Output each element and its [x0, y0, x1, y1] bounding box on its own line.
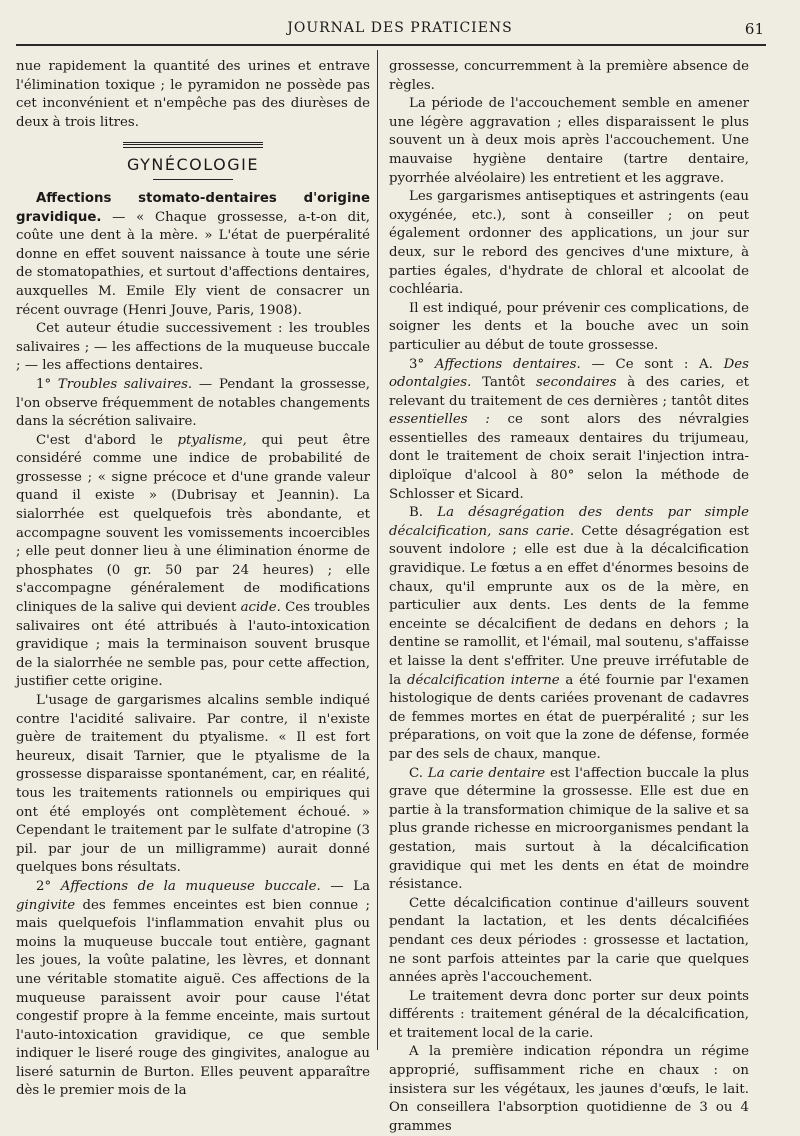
text-run: Cette désagrégation est souvent indolore ; elle est due à la décalcification gravidique. Le fœtus a en effet d'énormes besoins de chaux, qu'il emprunte aux os de la mère, en particulier aux dents. Les dents de la femme enceinte se décalcifient de dedans en dehors ; la dentine se ramollit, et l'émail, mal soutenu, s'affaisse et laisse la dent s'effriter. Une preuve irréfutable de la [389, 523, 749, 688]
text-run: B. [409, 505, 438, 521]
article-title: Affections stomato-dentaires d'origine gravidique. [16, 190, 370, 225]
paragraph [16, 878, 370, 1101]
article-paragraph [16, 190, 370, 320]
paragraph: nue rapidement la quantité des urines et entrave l'élimination toxique ; le pyramidon ne possède pas cet inconvénient et n'empêche pas des diurèses de deux à trois litres. [16, 59, 370, 130]
paragraph: A la première indication répondra un régime approprié, suffisamment riche en chaux : on insistera sur les végétaux, les jaunes d'œufs, le lait. On conseillera l'absorption quotidienne de 3 ou 4 grammes [389, 1044, 749, 1134]
text-run: 2° [36, 878, 61, 894]
italic-term: La carie dentaire [427, 765, 546, 781]
paragraph: Cette décalcification continue d'ailleurs souvent pendant la lactation, et les dents décalcifiées pendant ces deux périodes : grossesse et lactation, ne sont parfois atteintes par la carie que quelques années après l'accouchement. [389, 895, 749, 986]
italic-term: secondaires [535, 375, 617, 391]
paragraph: L'usage de gargarismes alcalins semble indiqué contre l'acidité salivaire. Par contre, il n'existe guère de traitement du ptyalisme. « Il est fort heureux, disait Tarnier, que le ptyalisme de la grossesse disparaisse spontanément, car, en réalité, tous les traitements rationnels ou empiriques qui ont été employés ont complètement échoué. » Cependant le traitement par le sulfate d'atropine (3 pil. par jour de un milligramme) aurait donné quelques bons résultats. [16, 693, 370, 876]
paragraph [389, 504, 749, 764]
title-rule [153, 179, 233, 180]
section-title: GYNÉCOLOGIE [127, 155, 259, 175]
text-run: qui peut être considéré comme une indice de probabilité de grossesse ; « signe précoce et d'une grande valeur quand il existe » (Dubrisay et Jeannin). La sialorrhée est quelquefois très abondante, et accompagne souvent les vomissements incoercibles ; elle peut donner lieu à une élimination énorme de phosphates (0 gr. 50 par 24 heures) ; elle s'accompagne généralement de modifications cliniques de la salive qui devient [16, 432, 370, 616]
text-run: Ces troubles salivaires ont été attribués à l'auto-intoxication gravidique ; mais la terminaison souvent brusque de la sialorrhée ne semble pas, pour cette affection, justifier cette origine. [16, 600, 370, 690]
paragraph [389, 765, 749, 895]
text-run: ce sont alors des névralgies essentielles des rameaux dentaires du trijumeau, dont le traitement de choix serait l'injection intra-diploïque d'alcool à 80° selon la méthode de Schlosser et Sicard. [389, 412, 749, 502]
section-divider [123, 142, 263, 148]
page-number: 61 [744, 20, 764, 38]
text-run: des femmes enceintes est bien connue ; mais quelquefois l'inflammation envahit plus ou moins la muqueuse buccale tout entière, gagnant les joues, la voûte palatine, les lèvres, et donnant une véritable stomatite aiguë. Ces affections de la muqueuse paraissent avoir pour cause l'état congestif propre à la femme enceinte, mais surtout l'auto-intoxication gravidique, ce que semble indiquer le liseré rouge des gingivites, analogue au liseré saturnin de Burton. Elles peuvent apparaître dès le premier mois de la [16, 897, 370, 1099]
italic-term: décalcification interne [406, 672, 560, 688]
paragraph: grossesse, concurremment à la première absence de règles. [389, 59, 749, 93]
italic-term: essentielles : [389, 412, 490, 428]
text-run: 1° [36, 376, 58, 392]
subheading: Affections dentaires. [434, 356, 581, 372]
paragraph: La période de l'accouchement semble en amener une légère aggravation ; elles disparaissent le plus souvent un à deux mois après l'accouchement. Une mauvaise hygiène dentaire (tartre dentaire, pyorrhée alvéolaire) les entretient et les aggrave. [389, 96, 749, 186]
italic-term: Des odontalgies. [389, 356, 749, 391]
paragraph: Les gargarismes antiseptiques et astringents (eau oxygénée, etc.), sont à conseiller ; on peut également ordonner des applications, un jour sur deux, sur le rebord des gencives d'une mixture, à parties égales, d'hydrate de chloral et alcoolat de cochléaria. [389, 189, 749, 298]
text-run: Tantôt [471, 375, 536, 391]
paragraph: Le traitement devra donc porter sur deux points différents : traitement général de la décalcification, et traitement local de la carie. [389, 988, 749, 1041]
text-run: a été fournie par l'examen histologique de dents cariées provenant de cadavres de femmes mortes en état de puerpéralité ; sur les préparations, on voit que la zone de défense, formée par des sels de chaux, manque. [389, 672, 749, 762]
subheading: Troubles salivaires. [57, 376, 193, 392]
text-run: 3° [409, 356, 435, 372]
text-run: est l'affection buccale la plus grave que détermine la grossesse. Elle est due en partie à la transformation chimique de la salive et sa plus grande richesse en microorganismes pendant la gestation, mais surtout à la décalcification gravidique qui met les dents en état de moindre résistance. [389, 765, 749, 893]
header-rule [16, 44, 766, 46]
text-run: — Ce sont : A. [580, 356, 724, 372]
text-run: C. [409, 765, 428, 781]
paragraph [16, 376, 370, 432]
column-separator [377, 50, 378, 1050]
journal-title: JOURNAL DES PRATICIENS [287, 20, 513, 36]
left-column [16, 58, 370, 1101]
text-run: C'est d'abord le [36, 432, 178, 448]
italic-term: La désagrégation des dents par simple décalcification, sans carie. [389, 505, 750, 539]
paragraph [389, 356, 749, 505]
running-header [0, 18, 800, 44]
text-run: à des caries, et relevant du traitement de ces dernières ; tantôt dites [389, 375, 749, 409]
italic-term: gingivite [16, 897, 76, 913]
paragraph: Il est indiqué, pour prévenir ces complications, de soigner les dents et la bouche avec un soin particulier au début de toute grossesse. [389, 300, 749, 353]
paragraph: Cet auteur étudie successivement : les troubles salivaires ; — les affections de la muqueuse buccale ; — les affections dentaires. [16, 321, 370, 374]
article-lead-text: — « Chaque grossesse, a-t-on dit, coûte une dent à la mère. » L'état de puerpéralité donne en effet souvent naissance à toute une série de stomatopathies, et surtout d'affections dentaires, auxquelles M. Emile Ely vient de consacrer un récent ouvrage (Henri Jouve, Paris, 1908). [16, 209, 370, 318]
italic-term: acide. [240, 600, 281, 616]
text-run: — Pendant la grossesse, l'on observe fréquemment de notables changements dans la sécrétion salivaire. [16, 376, 370, 430]
paragraph [16, 432, 370, 692]
right-column [389, 58, 749, 1136]
text-run: — La [320, 878, 371, 894]
subheading: Affections de la muqueuse buccale. [60, 878, 321, 894]
italic-term: ptyalisme, [177, 432, 247, 448]
